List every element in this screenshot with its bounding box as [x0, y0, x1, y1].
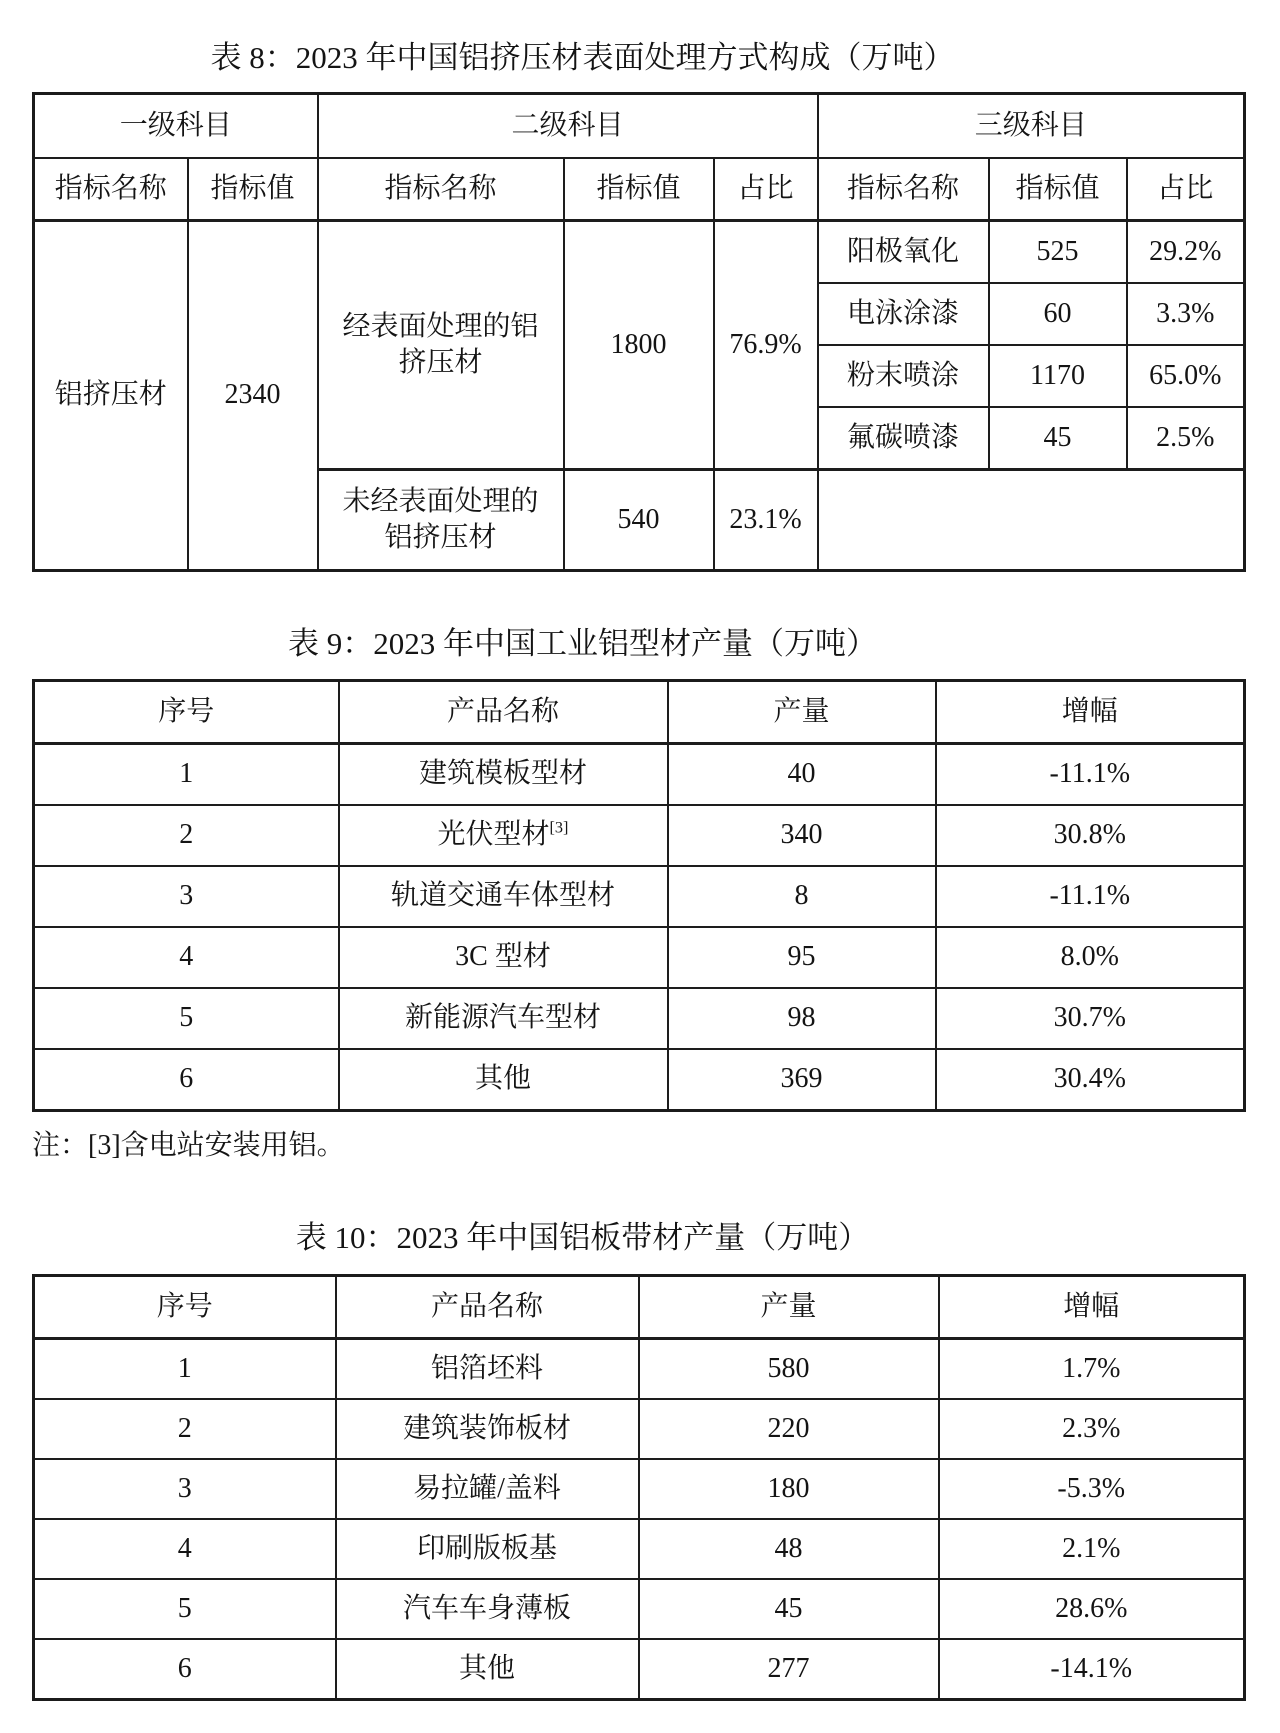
growth-cell: -14.1%	[939, 1639, 1245, 1700]
group-header-level2: 二级科目	[318, 94, 818, 159]
growth-cell: 8.0%	[936, 927, 1245, 988]
table9-header-row	[34, 681, 1245, 744]
table-row	[34, 927, 1245, 988]
table-row	[34, 1339, 1245, 1400]
table-row	[34, 221, 1245, 284]
growth-cell: 1.7%	[939, 1339, 1245, 1400]
column-header-cell: 指标值	[564, 158, 714, 221]
treated-share-cell: 76.9%	[714, 221, 818, 470]
row-number-cell: 4	[34, 1519, 336, 1579]
product-name-cell: 建筑装饰板材	[336, 1399, 639, 1459]
row-number-cell: 6	[34, 1049, 339, 1111]
treated-value-cell: 1800	[564, 221, 714, 470]
empty-cell	[818, 470, 1245, 571]
column-header-cell: 指标值	[989, 158, 1127, 221]
growth-cell: 2.1%	[939, 1519, 1245, 1579]
row-number-cell: 1	[34, 1339, 336, 1400]
table-row	[34, 1639, 1245, 1700]
column-header-cell: 指标名称	[34, 158, 188, 221]
growth-cell: -11.1%	[936, 866, 1245, 927]
method-name-cell: 氟碳喷漆	[818, 407, 989, 470]
table-row	[34, 1519, 1245, 1579]
column-header-cell: 产量	[639, 1276, 939, 1339]
product-name-cell: 其他	[336, 1639, 639, 1700]
row-number-cell: 1	[34, 744, 339, 806]
table-row	[34, 1399, 1245, 1459]
row-number-cell: 3	[34, 1459, 336, 1519]
growth-cell: 30.7%	[936, 988, 1245, 1049]
column-header-cell: 产量	[668, 681, 936, 744]
column-header-cell: 指标值	[188, 158, 318, 221]
level1-name-cell: 铝挤压材	[34, 221, 188, 571]
output-cell: 580	[639, 1339, 939, 1400]
method-share-cell: 65.0%	[1127, 345, 1245, 407]
product-name-cell: 印刷版板基	[336, 1519, 639, 1579]
method-value-cell: 60	[989, 283, 1127, 345]
table10	[32, 1274, 1246, 1701]
footnote-marker: [3]	[549, 818, 569, 837]
product-name-cell: 建筑模板型材	[339, 744, 668, 806]
method-name-cell: 电泳涂漆	[818, 283, 989, 345]
column-header-cell: 指标名称	[818, 158, 989, 221]
method-value-cell: 525	[989, 221, 1127, 284]
row-number-cell: 4	[34, 927, 339, 988]
growth-cell: 30.8%	[936, 805, 1245, 866]
method-share-cell: 2.5%	[1127, 407, 1245, 470]
output-cell: 277	[639, 1639, 939, 1700]
table10-title: 表 10：2023 年中国铝板带材产量（万吨）	[295, 1220, 870, 1255]
output-cell: 220	[639, 1399, 939, 1459]
method-name-cell: 阳极氧化	[818, 221, 989, 284]
column-header-cell: 占比	[714, 158, 818, 221]
growth-cell: -5.3%	[939, 1459, 1245, 1519]
output-cell: 45	[639, 1579, 939, 1639]
method-share-cell: 3.3%	[1127, 283, 1245, 345]
growth-cell: 2.3%	[939, 1399, 1245, 1459]
table9-title: 表 9：2023 年中国工业铝型材产量（万吨）	[288, 626, 877, 661]
product-name-cell: 轨道交通车体型材	[339, 866, 668, 927]
table-row	[34, 1579, 1245, 1639]
output-cell: 98	[668, 988, 936, 1049]
output-cell: 95	[668, 927, 936, 988]
table-row	[34, 1459, 1245, 1519]
group-header-level3: 三级科目	[818, 94, 1245, 159]
table-row	[34, 744, 1245, 806]
column-header-cell: 增幅	[936, 681, 1245, 744]
untreated-value-cell: 540	[564, 470, 714, 571]
table-row	[34, 988, 1245, 1049]
product-name: 光伏型材	[437, 819, 550, 851]
growth-cell: 30.4%	[936, 1049, 1245, 1111]
column-header-cell: 序号	[34, 1276, 336, 1339]
output-cell: 180	[639, 1459, 939, 1519]
product-name-cell: 汽车车身薄板	[336, 1579, 639, 1639]
level1-value-cell: 2340	[188, 221, 318, 571]
column-header-cell: 产品名称	[336, 1276, 639, 1339]
column-header-cell: 产品名称	[339, 681, 668, 744]
column-header-cell: 序号	[34, 681, 339, 744]
table10-header-row	[34, 1276, 1245, 1339]
row-number-cell: 2	[34, 1399, 336, 1459]
table-row	[34, 805, 1245, 866]
group-header-level1: 一级科目	[34, 94, 318, 159]
table-row	[34, 866, 1245, 927]
untreated-name-cell: 未经表面处理的铝挤压材	[318, 470, 564, 571]
output-cell: 8	[668, 866, 936, 927]
row-number-cell: 6	[34, 1639, 336, 1700]
product-name-cell: 新能源汽车型材	[339, 988, 668, 1049]
row-number-cell: 5	[34, 988, 339, 1049]
method-value-cell: 45	[989, 407, 1127, 470]
method-name-cell: 粉末喷涂	[818, 345, 989, 407]
column-header-cell: 占比	[1127, 158, 1245, 221]
product-name-cell: 铝箔坯料	[336, 1339, 639, 1400]
table9-footnote: 注：[3]含电站安装用铝。	[32, 1130, 345, 1161]
table9	[32, 679, 1246, 1112]
growth-cell: -11.1%	[936, 744, 1245, 806]
table8-group-header-row	[34, 94, 1245, 159]
table-row	[34, 1049, 1245, 1111]
column-header-cell: 指标名称	[318, 158, 564, 221]
output-cell: 340	[668, 805, 936, 866]
row-number-cell: 2	[34, 805, 339, 866]
product-name-cell: 3C 型材	[339, 927, 668, 988]
row-number-cell: 3	[34, 866, 339, 927]
growth-cell: 28.6%	[939, 1579, 1245, 1639]
product-name-cell: 其他	[339, 1049, 668, 1111]
column-header-cell: 增幅	[939, 1276, 1245, 1339]
output-cell: 48	[639, 1519, 939, 1579]
table8-column-header-row	[34, 158, 1245, 221]
product-name-cell	[339, 805, 668, 866]
document-body	[32, 0, 1243, 1701]
output-cell: 369	[668, 1049, 936, 1111]
table8	[32, 92, 1246, 572]
treated-name-cell: 经表面处理的铝挤压材	[318, 221, 564, 470]
method-value-cell: 1170	[989, 345, 1127, 407]
product-name-cell: 易拉罐/盖料	[336, 1459, 639, 1519]
untreated-share-cell: 23.1%	[714, 470, 818, 571]
method-share-cell: 29.2%	[1127, 221, 1245, 284]
row-number-cell: 5	[34, 1579, 336, 1639]
table8-title: 表 8：2023 年中国铝挤压材表面处理方式构成（万吨）	[210, 40, 955, 75]
output-cell: 40	[668, 744, 936, 806]
